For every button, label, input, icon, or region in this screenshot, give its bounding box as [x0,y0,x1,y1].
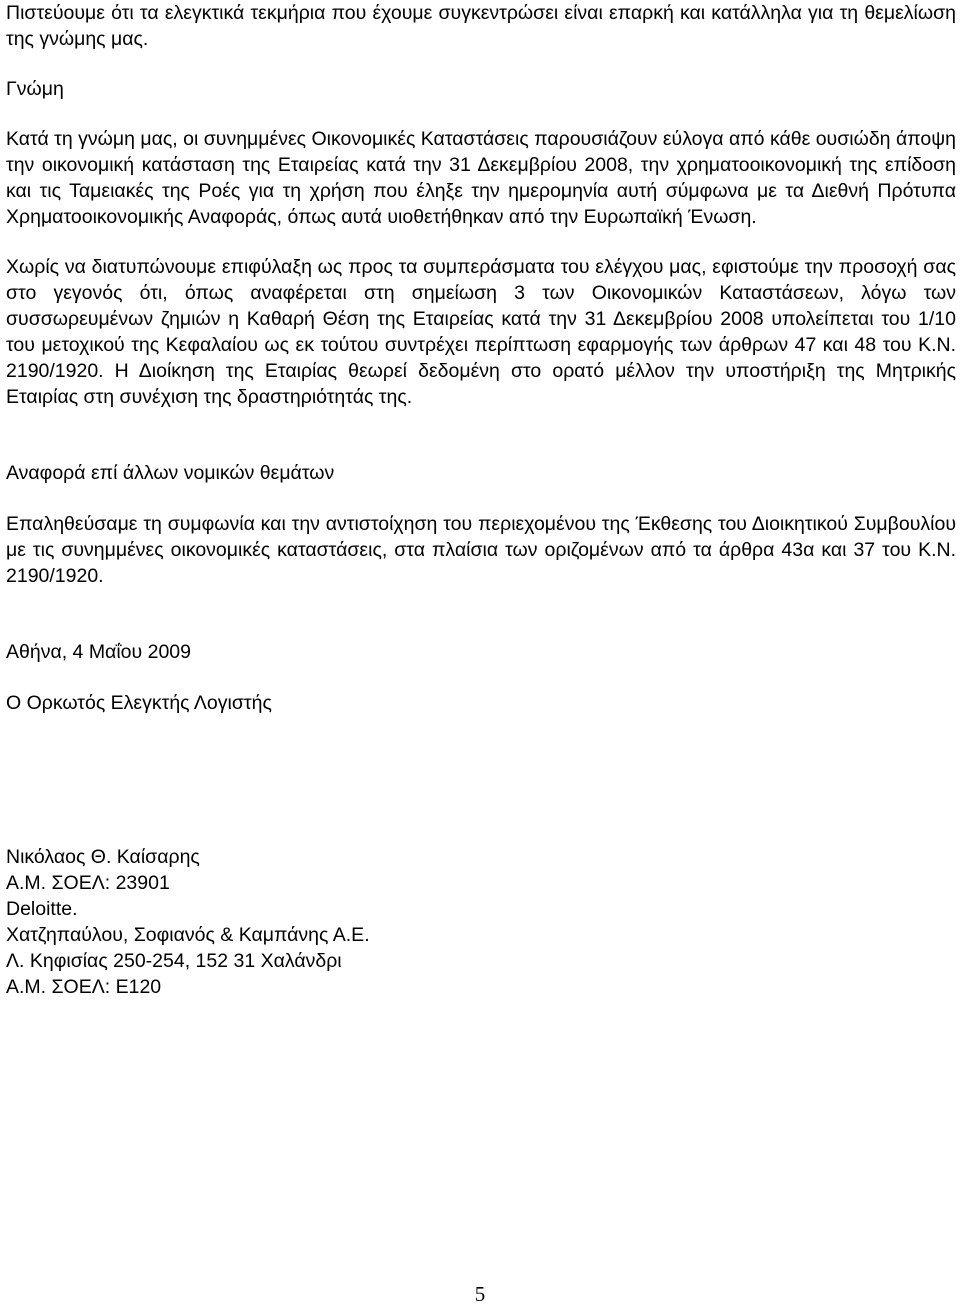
other-legal-heading: Αναφορά επί άλλων νομικών θεμάτων [6,462,335,484]
auditor-name: Νικόλαος Θ. Καίσαρης [6,846,200,868]
firm-name: Deloitte. [6,898,78,920]
intro-paragraph: Πιστεύουμε ότι τα ελεγκτικά τεκμήρια που έχουμε συγκεντρώσει είναι επαρκή και κατάλληλα για τη θεμελίωση της γνώμης μας. [6,2,956,50]
opinion-heading: Γνώμη [6,78,64,100]
firm-address: Λ. Κηφισίας 250-254, 152 31 Χαλάνδρι [6,950,342,972]
firm-full-name: Χατζηπαύλου, Σοφιανός & Καμπάνης Α.Ε. [6,924,370,946]
auditor-role: Ο Ορκωτός Ελεγκτής Λογιστής [6,692,272,714]
other-legal-paragraph: Επαληθεύσαμε τη συμφωνία και την αντιστοίχηση του περιεχομένου της Έκθεσης του Διοικητικού Συμβουλίου με τις συνημμένες οικονομικές καταστάσεις, στα πλαίσια των οριζομένων από τα άρθρα 43α και 37 του Κ.Ν. 2190/1920. [6,513,956,587]
opinion-paragraph: Κατά τη γνώμη μας, οι συνημμένες Οικονομικές Καταστάσεις παρουσιάζουν εύλογα από κάθε ουσιώδη άποψη την οικονομική κατάσταση της Εταιρείας κατά την 31 Δεκεμβρίου 2008, την χρηματοοικονομική της επίδοση και τις Ταμειακές της Ροές για τη χρήση που έληξε την ημερομηνία αυτή σύμφωνα με τα Διεθνή Πρότυπα Χρηματοοικονομικής Αναφοράς, όπως αυτά υιοθετήθηκαν από την Ευρωπαϊκή Ένωση. [6,128,956,228]
signature-block [6,844,956,1000]
firm-registration: Α.Μ. ΣΟΕΛ: Ε120 [6,976,162,998]
auditor-registration: Α.Μ. ΣΟΕΛ: 23901 [6,872,170,894]
page-number: 5 [474,1282,486,1306]
emphasis-paragraph: Χωρίς να διατυπώνουμε επιφύλαξη ως προς τα συμπεράσματα του ελέγχου μας, εφιστούμε την προσοχή σας στο γεγονός ότι, όπως αναφέρεται στη σημείωση 3 των Οικονομικών Καταστάσεων, λόγω των συσσωρευμένων ζημιών η Καθαρή Θέση της Εταιρείας κατά την 31 Δεκεμβρίου 2008 υπολείπεται του 1/10 του μετοχικού της Κεφαλαίου ως εκ τούτου συντρέχει περίπτωση εφαρμογής των άρθρων 47 και 48 του Κ.Ν. 2190/1920. Η Διοίκηση της Εταιρίας θεωρεί δεδομένη στο ορατό μέλλον την υποστήριξη της Μητρικής Εταιρίας στη συνέχιση της δραστηριότητάς της. [6,256,956,408]
place-date: Αθήνα, 4 Μαΐου 2009 [6,641,191,663]
document-page [6,0,956,1000]
